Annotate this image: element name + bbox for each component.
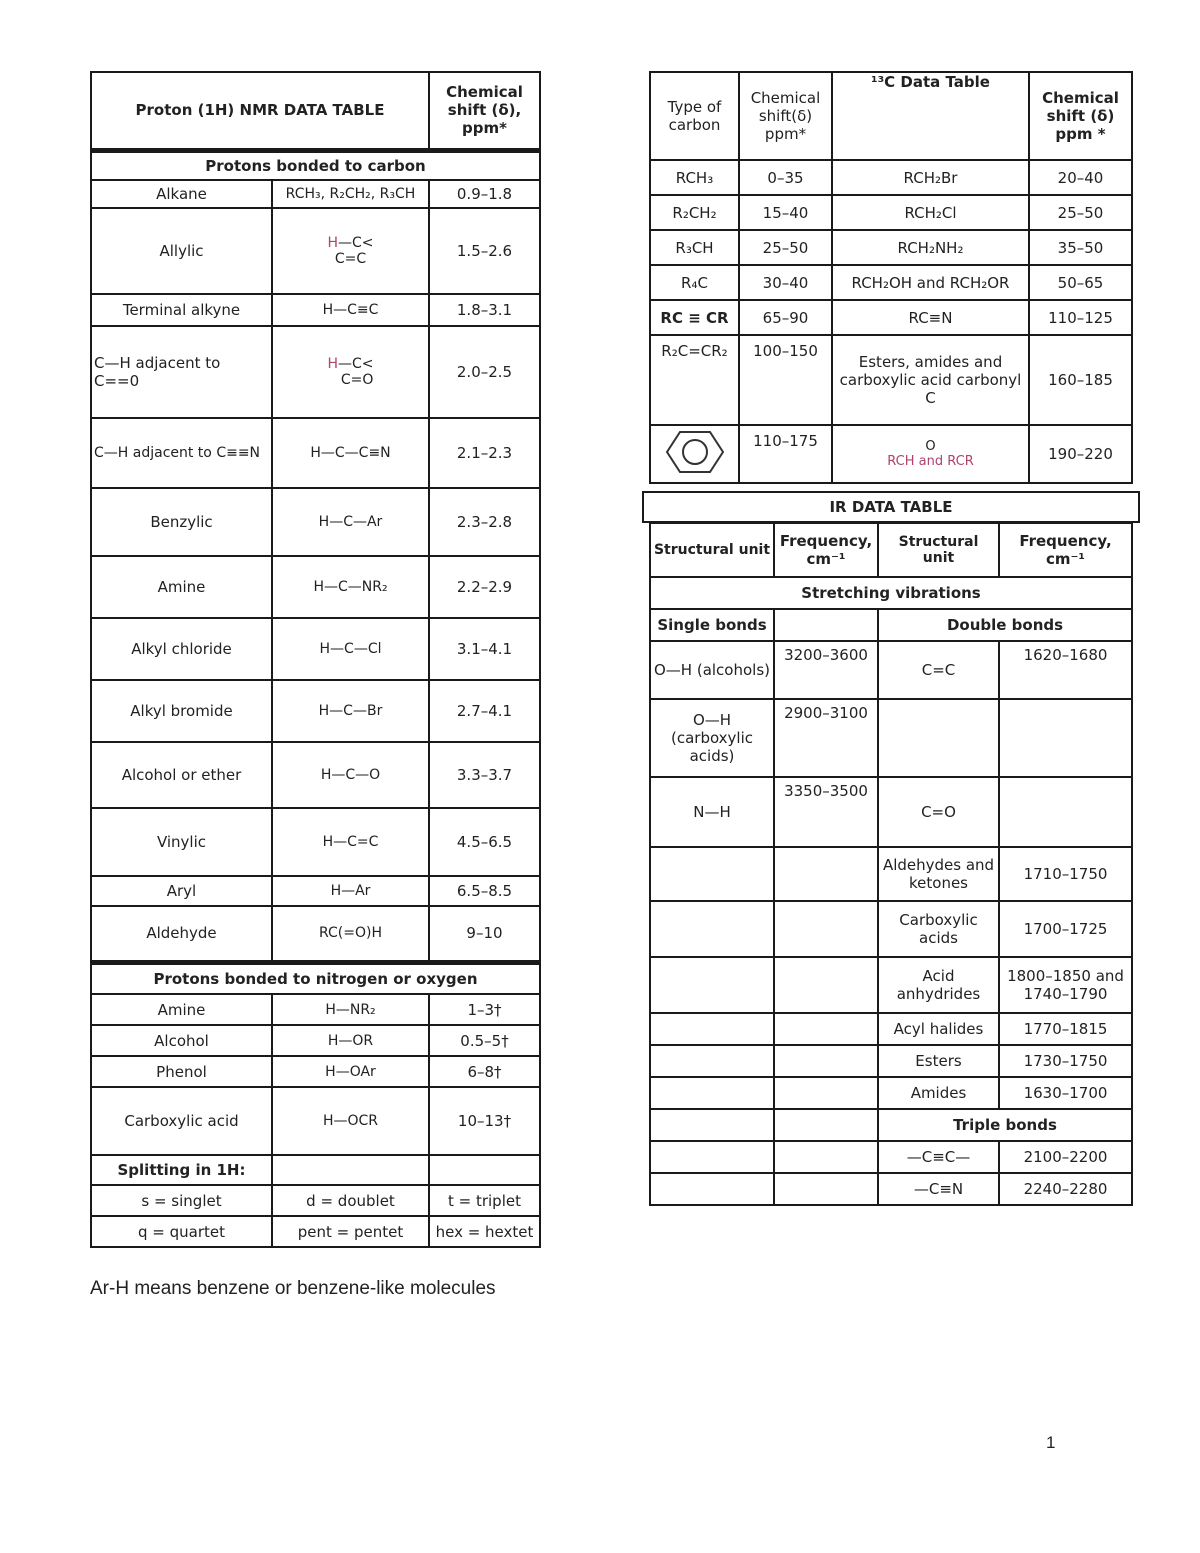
table-row (91, 180, 540, 208)
splitting-item: hex = hextet (429, 1216, 540, 1247)
ir-unit: Carboxylic acids (878, 901, 999, 957)
table-row (650, 1045, 1132, 1077)
proton-nmr-table (90, 71, 541, 1248)
row-name: Amine (91, 994, 272, 1025)
row-structure: H—OR (272, 1025, 429, 1056)
table-row (650, 300, 1132, 335)
c-shift2: 190–220 (1029, 425, 1132, 483)
table-row (650, 1173, 1132, 1205)
single-bonds-label: Single bonds (650, 609, 774, 641)
row-name: Alkyl bromide (91, 680, 272, 742)
ir-unit: Aldehydes and ketones (878, 847, 999, 901)
table-row (650, 847, 1132, 901)
table-row (650, 699, 1132, 777)
row-shift: 2.0–2.5 (429, 326, 540, 418)
ir-unit: C=C (878, 641, 999, 699)
c-shift2: 110–125 (1029, 300, 1132, 335)
carbonyl-structure: H—C< C=O (272, 326, 429, 418)
c-shift2: 35–50 (1029, 230, 1132, 265)
row-shift: 2.2–2.9 (429, 556, 540, 618)
c-type2: RCH and RCR (887, 454, 974, 469)
row-name: Alkane (91, 180, 272, 208)
table-row (91, 680, 540, 742)
row-shift: 3.3–3.7 (429, 742, 540, 808)
benzene-ring-icon (650, 425, 739, 483)
c-shift: 25–50 (739, 230, 832, 265)
table-row (650, 265, 1132, 300)
c-shift: 100–150 (739, 335, 832, 425)
table-row (650, 1077, 1132, 1109)
row-shift: 1.5–2.6 (429, 208, 540, 294)
c-type2: RCH₂NH₂ (832, 230, 1029, 265)
splitting-label: Splitting in 1H: (91, 1155, 272, 1185)
row-name: Carboxylic acid (91, 1087, 272, 1155)
ir-header-unit2: Structural unit (878, 523, 999, 577)
table-row (91, 1087, 540, 1155)
ir-freq: 1730–1750 (999, 1045, 1132, 1077)
ir-unit: Acid anhydrides (878, 957, 999, 1013)
ir-header-freq: Frequency, cm⁻¹ (774, 523, 878, 577)
table-row (91, 808, 540, 876)
row-structure: RC(=O)H (272, 906, 429, 962)
row-shift: 1–3† (429, 994, 540, 1025)
row-structure: H—C=C (272, 808, 429, 876)
ir-header-unit: Structural unit (650, 523, 774, 577)
row-shift: 2.3–2.8 (429, 488, 540, 556)
table-row (650, 425, 1132, 483)
splitting-item: pent = pentet (272, 1216, 429, 1247)
c-shift: 0–35 (739, 160, 832, 195)
row-shift: 3.1–4.1 (429, 618, 540, 680)
c-shift: 15–40 (739, 195, 832, 230)
ir-unit: —C≡N (878, 1173, 999, 1205)
table-row (650, 195, 1132, 230)
table-row (650, 1013, 1132, 1045)
ir-freq: 3350–3500 (774, 777, 878, 847)
c-header-type: Type of carbon (650, 72, 739, 160)
row-structure: H—OCR (272, 1087, 429, 1155)
row-name: Benzylic (91, 488, 272, 556)
row-structure: H—Ar (272, 876, 429, 906)
row-shift: 2.7–4.1 (429, 680, 540, 742)
c-shift2: 160–185 (1029, 335, 1132, 425)
c-shift2: 25–50 (1029, 195, 1132, 230)
ir-freq: 1770–1815 (999, 1013, 1132, 1045)
section-no: Protons bonded to nitrogen or oxygen (91, 962, 540, 994)
c-type: RC ≡ CR (650, 300, 739, 335)
c-type: RCH₃ (650, 160, 739, 195)
table-row (650, 641, 1132, 699)
ir-freq: 2240–2280 (999, 1173, 1132, 1205)
splitting-item: d = doublet (272, 1185, 429, 1216)
row-structure: H—C—Cl (272, 618, 429, 680)
ir-freq: 1800–1850 and 1740–1790 (999, 957, 1132, 1013)
page-number: 1 (1046, 1433, 1056, 1452)
ir-unit: N—H (650, 777, 774, 847)
section-stretching: Stretching vibrations (650, 577, 1132, 609)
row-shift: 10–13† (429, 1087, 540, 1155)
table-row (91, 742, 540, 808)
table-row (91, 618, 540, 680)
carbon-13-table (649, 71, 1133, 484)
ir-table (649, 522, 1133, 1206)
c-type2: RCH₂OH and RCH₂OR (832, 265, 1029, 300)
ir-unit: Esters (878, 1045, 999, 1077)
row-name: Alcohol or ether (91, 742, 272, 808)
row-shift: 1.8–3.1 (429, 294, 540, 326)
table-row (91, 556, 540, 618)
c-shift2: 20–40 (1029, 160, 1132, 195)
c-shift: 30–40 (739, 265, 832, 300)
row-shift: 9–10 (429, 906, 540, 962)
c-type2: Esters, amides and carboxylic acid carbonyl C (832, 335, 1029, 425)
c-type2: RCH₂Br (832, 160, 1029, 195)
benzene-note: Ar-H means benzene or benzene-like molecules (90, 1278, 496, 1299)
table-row (650, 777, 1132, 847)
table-row (91, 488, 540, 556)
row-name: Phenol (91, 1056, 272, 1087)
row-shift: 4.5–6.5 (429, 808, 540, 876)
row-name: Terminal alkyne (91, 294, 272, 326)
row-structure: H—C—C≡N (272, 418, 429, 488)
splitting-item: t = triplet (429, 1185, 540, 1216)
proton-shift-header: Chemical shift (δ), ppm* (429, 72, 540, 150)
row-name: Aldehyde (91, 906, 272, 962)
row-structure: H—C—NR₂ (272, 556, 429, 618)
row-shift: 0.5–5† (429, 1025, 540, 1056)
ir-freq (999, 777, 1132, 847)
c-shift: 65–90 (739, 300, 832, 335)
allylic-structure: H—C< C=C (272, 208, 429, 294)
ir-freq: 3200–3600 (774, 641, 878, 699)
table-row (650, 901, 1132, 957)
ir-header-freq2: Frequency, cm⁻¹ (999, 523, 1132, 577)
table-row (650, 957, 1132, 1013)
table-row (91, 418, 540, 488)
c-header-shift2: Chemical shift (δ) ppm * (1029, 72, 1132, 160)
ir-title: IR DATA TABLE (642, 491, 1140, 523)
ir-freq: 1620–1680 (999, 641, 1132, 699)
row-shift: 0.9–1.8 (429, 180, 540, 208)
c-shift: 110–175 (739, 425, 832, 483)
table-row (91, 326, 540, 418)
row-structure: H—C—O (272, 742, 429, 808)
row-shift: 6.5–8.5 (429, 876, 540, 906)
section-carbon: Protons bonded to carbon (91, 150, 540, 180)
table-row (91, 906, 540, 962)
row-name: Amine (91, 556, 272, 618)
ir-freq: 2900–3100 (774, 699, 878, 777)
row-name: Vinylic (91, 808, 272, 876)
c-type2: RCH₂Cl (832, 195, 1029, 230)
ir-freq: 1710–1750 (999, 847, 1132, 901)
c-shift2: 50–65 (1029, 265, 1132, 300)
table-row (91, 1056, 540, 1087)
row-shift: 6–8† (429, 1056, 540, 1087)
table-row (91, 1025, 540, 1056)
c-header-shift: Chemical shift(δ) ppm* (739, 72, 832, 160)
table-row (91, 208, 540, 294)
c-header-title: ¹³C Data Table (832, 72, 1029, 160)
row-name: C—H adjacent to C==0 (91, 326, 272, 418)
table-row (91, 294, 540, 326)
ir-unit: C=O (878, 777, 999, 847)
carbonyl-cell (832, 425, 1029, 483)
row-name: Aryl (91, 876, 272, 906)
c-type2: RC≡N (832, 300, 1029, 335)
carbonyl-o: O (925, 439, 936, 454)
row-structure: RCH₃, R₂CH₂, R₃CH (272, 180, 429, 208)
table-row (91, 876, 540, 906)
table-row (650, 230, 1132, 265)
row-structure: H—C—Br (272, 680, 429, 742)
row-name: Alcohol (91, 1025, 272, 1056)
row-structure: H—C—Ar (272, 488, 429, 556)
row-structure: H—NR₂ (272, 994, 429, 1025)
ir-freq: 1700–1725 (999, 901, 1132, 957)
row-structure: H—OAr (272, 1056, 429, 1087)
table-row (650, 1141, 1132, 1173)
c-type: R₃CH (650, 230, 739, 265)
ir-freq: 1630–1700 (999, 1077, 1132, 1109)
ir-unit: Acyl halides (878, 1013, 999, 1045)
row-name: Allylic (91, 208, 272, 294)
triple-bonds-label: Triple bonds (878, 1109, 1132, 1141)
table-row (650, 160, 1132, 195)
ir-unit: —C≡C— (878, 1141, 999, 1173)
ir-unit: O—H (alcohols) (650, 641, 774, 699)
double-bonds-label: Double bonds (878, 609, 1132, 641)
proton-table-title: Proton (1H) NMR DATA TABLE (91, 72, 429, 150)
table-row (650, 335, 1132, 425)
row-structure: H—C≡C (272, 294, 429, 326)
c-type: R₂C=CR₂ (650, 335, 739, 425)
c-type: R₄C (650, 265, 739, 300)
c-type: R₂CH₂ (650, 195, 739, 230)
ir-freq: 2100–2200 (999, 1141, 1132, 1173)
splitting-item: s = singlet (91, 1185, 272, 1216)
ir-unit: O—H (carboxylic acids) (650, 699, 774, 777)
ir-unit: Amides (878, 1077, 999, 1109)
row-name: Alkyl chloride (91, 618, 272, 680)
table-row (91, 994, 540, 1025)
row-shift: 2.1–2.3 (429, 418, 540, 488)
row-name: C—H adjacent to C≡≡N (91, 418, 272, 488)
splitting-item: q = quartet (91, 1216, 272, 1247)
